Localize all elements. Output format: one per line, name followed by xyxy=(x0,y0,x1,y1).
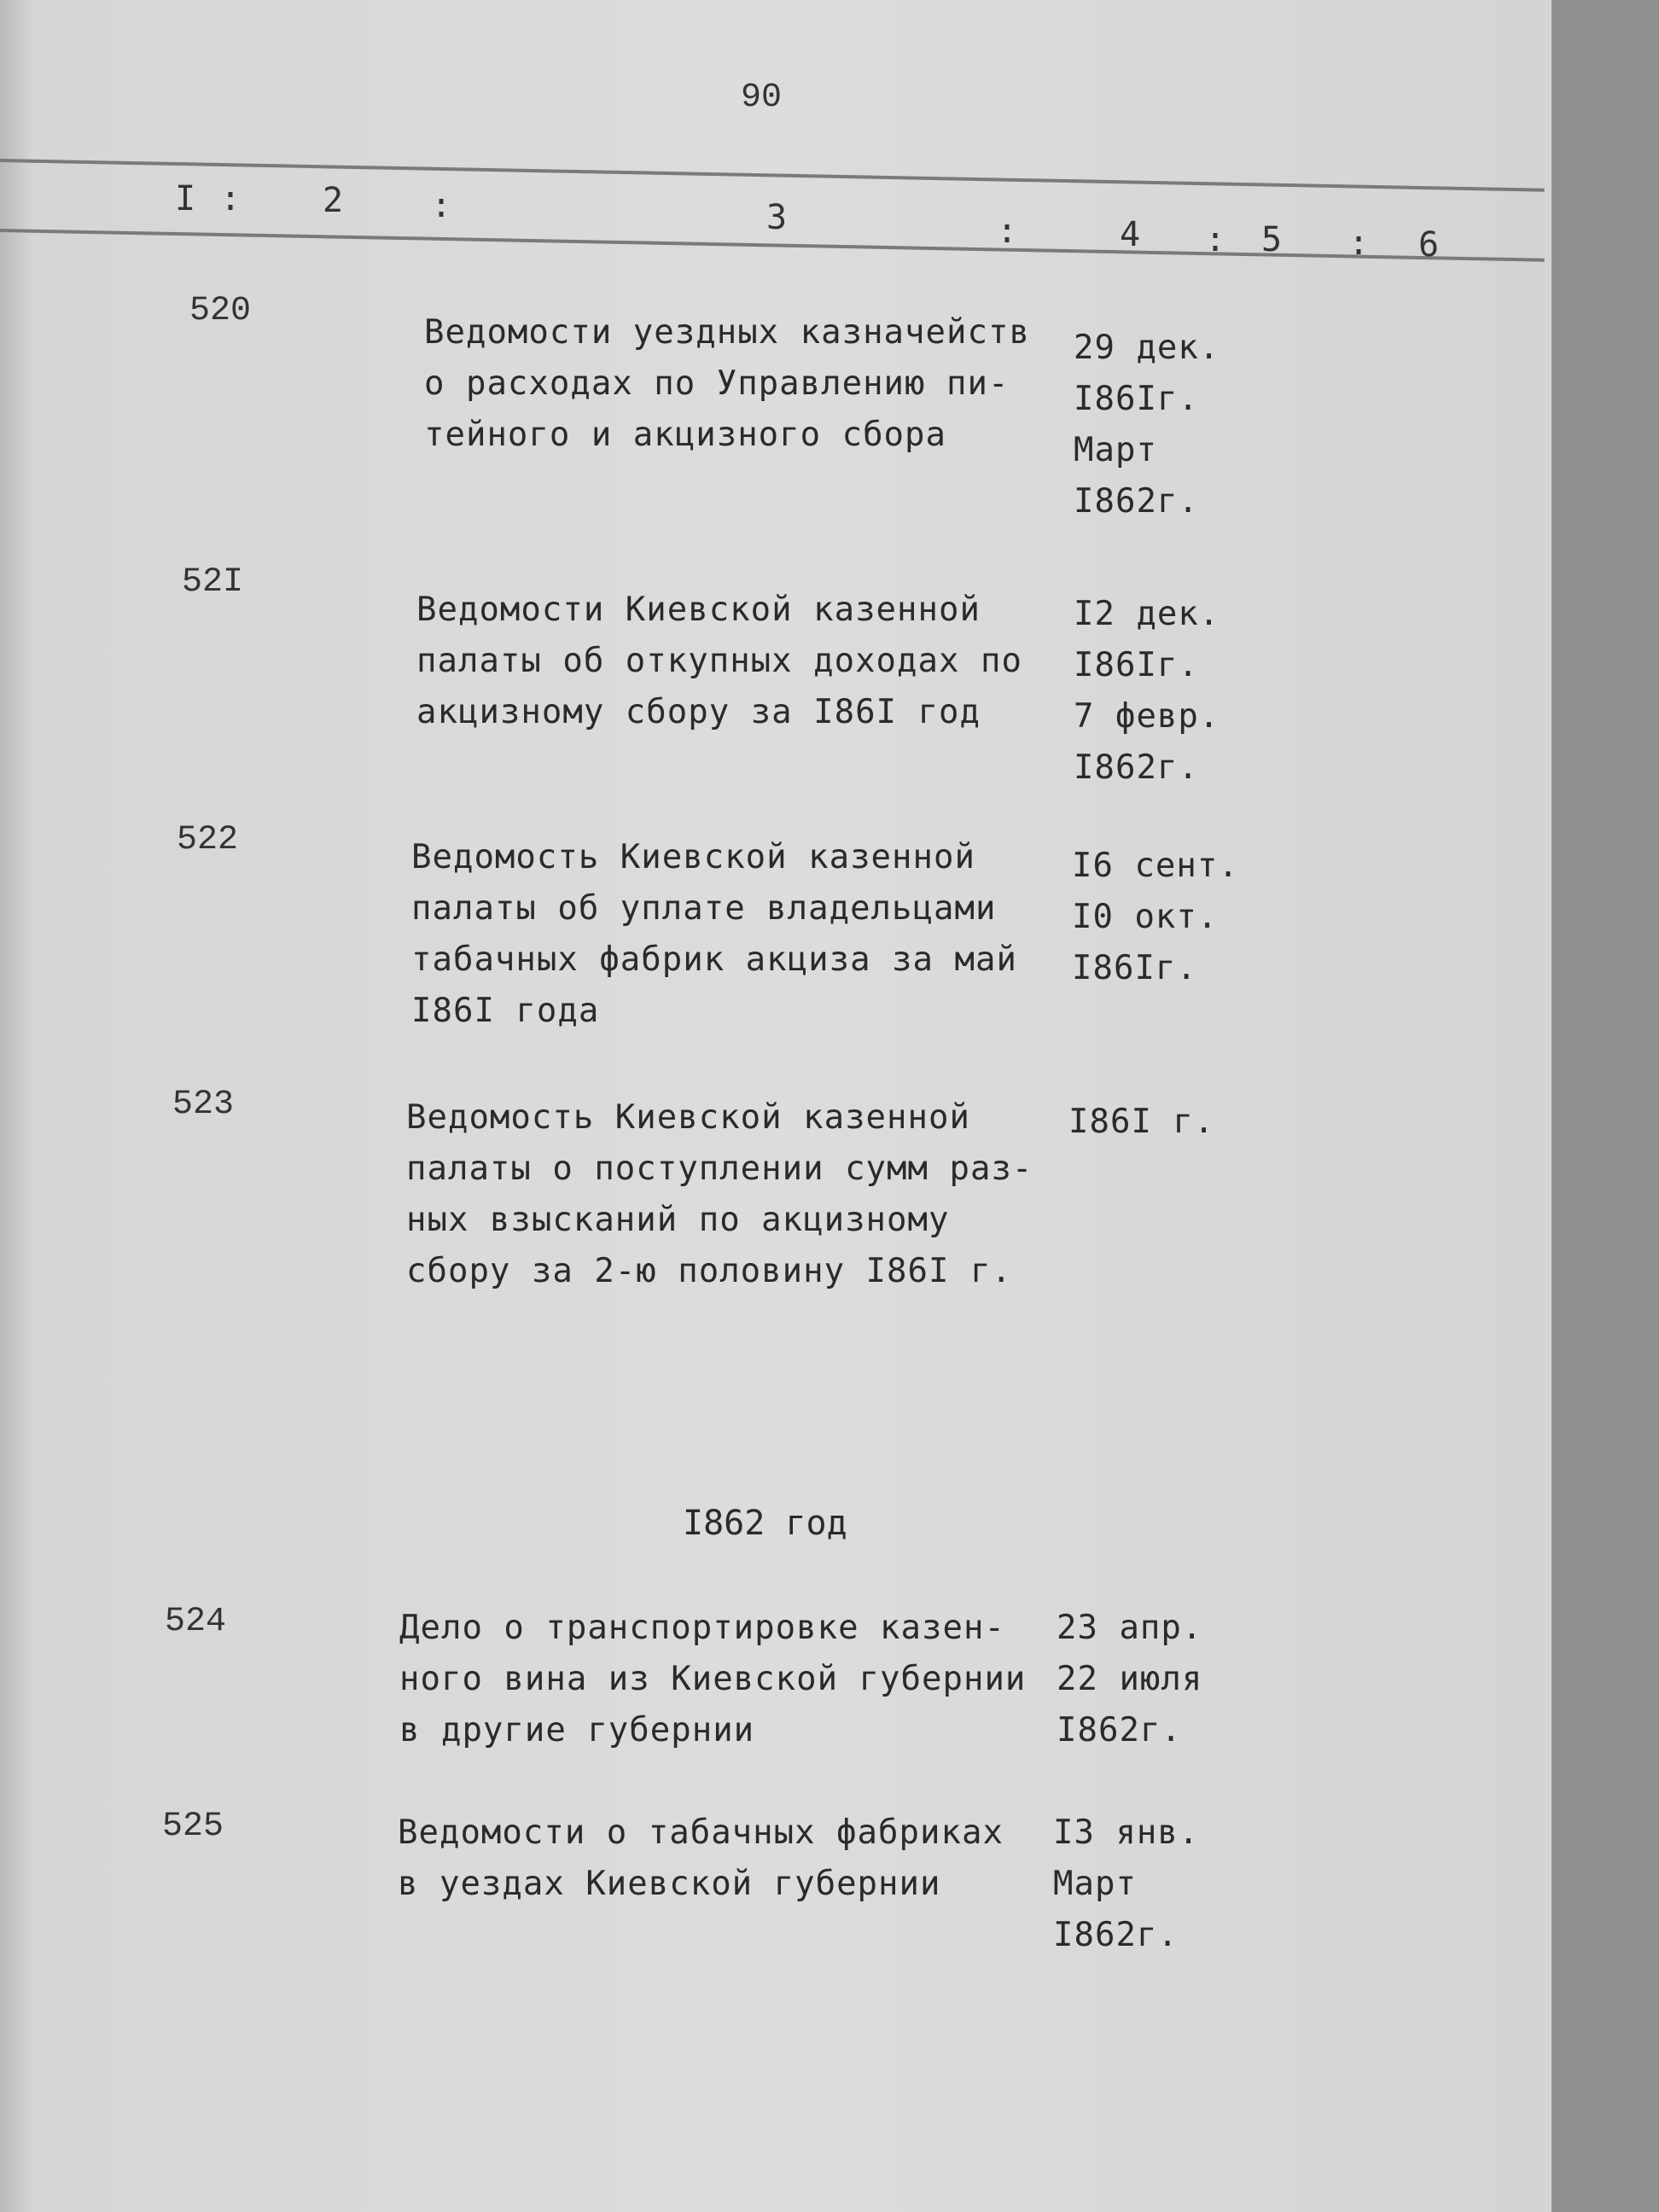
section-heading: I862 год xyxy=(683,1504,847,1543)
entry-number: 524 xyxy=(165,1603,227,1641)
column-header-1: I xyxy=(175,179,196,218)
entry-title: Ведомости уездных казначейств о расходах по Управлению пи- тейного и акцизного сбора xyxy=(424,313,1030,454)
entry-number: 525 xyxy=(162,1807,224,1846)
column-separator: : xyxy=(220,179,242,218)
entry-number: 52I xyxy=(182,563,244,602)
column-separator: : xyxy=(1348,224,1370,263)
entry-number: 520 xyxy=(189,292,252,330)
entry-number: 522 xyxy=(177,821,239,859)
column-header-5: 5 xyxy=(1261,220,1283,259)
entry-title: Ведомости Киевской казенной палаты об откупных доходах по акцизному сбору за I86I год xyxy=(416,591,1022,731)
column-header-2: 2 xyxy=(323,181,344,220)
column-separator: : xyxy=(997,212,1018,251)
entry-number: 523 xyxy=(172,1086,235,1124)
entry-title: Ведомость Киевской казенной палаты о поступлении сумм раз- ных взысканий по акцизному сбору за 2-ю половину I86I г. xyxy=(406,1098,1033,1290)
column-header-3: 3 xyxy=(766,198,788,237)
column-header-4: 4 xyxy=(1120,215,1141,254)
entry-dates: I3 янв. Март I862г. xyxy=(1053,1813,1200,1954)
entry-title: Ведомость Киевской казенной палаты об уплате владельцами табачных фабрик акциза за май I86I года xyxy=(411,838,1017,1030)
entry-dates: 29 дек. I86Iг. Март I862г. xyxy=(1074,329,1220,521)
column-separator: : xyxy=(1205,220,1226,259)
column-separator: : xyxy=(431,186,452,225)
entry-dates: 23 апр. 22 июля I862г. xyxy=(1057,1609,1203,1749)
page-number: 90 xyxy=(741,79,783,117)
column-header-6: 6 xyxy=(1418,225,1440,265)
entry-dates: I86I г. xyxy=(1068,1103,1215,1141)
entry-title: Дело о транспортировке казен- ного вина из Киевской губернии в другие губернии xyxy=(399,1609,1027,1749)
entry-dates: I2 дек. I86Iг. 7 февр. I862г. xyxy=(1074,595,1220,787)
entry-title: Ведомости о табачных фабриках в уездах Киевской губернии xyxy=(398,1813,1004,1903)
entry-dates: I6 сент. I0 окт. I86Iг. xyxy=(1072,847,1239,987)
